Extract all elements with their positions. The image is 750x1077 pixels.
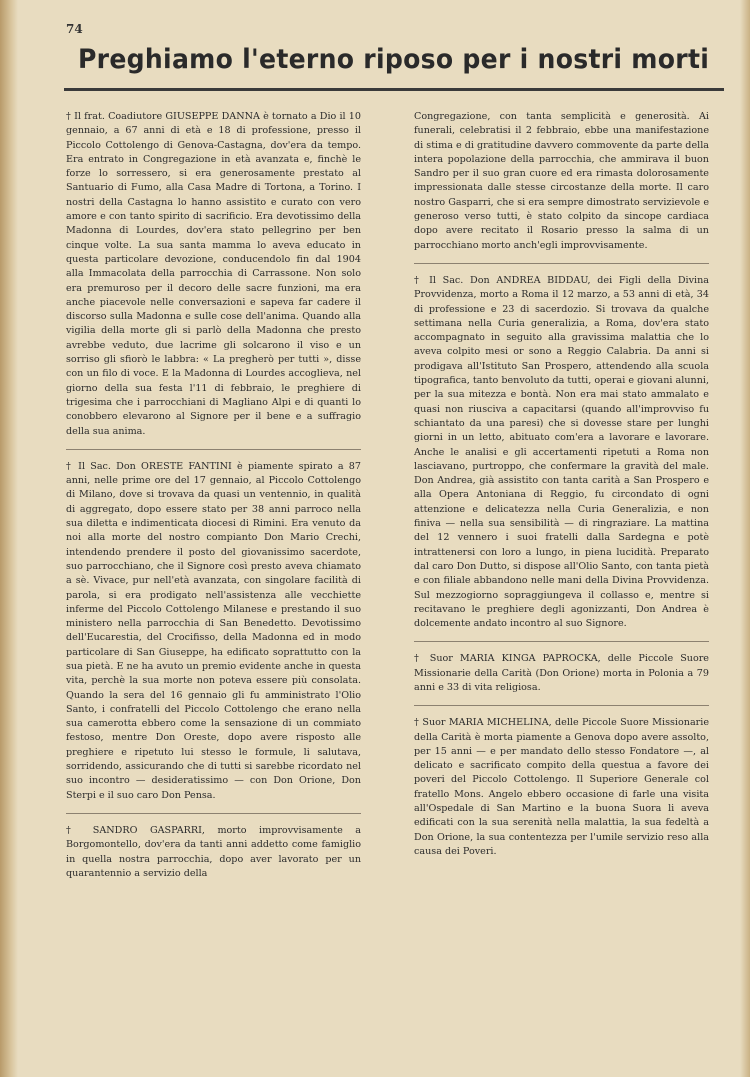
entry-divider bbox=[66, 813, 361, 814]
entry-divider bbox=[414, 641, 709, 642]
title-rule bbox=[64, 88, 724, 91]
obituary-entry: † SANDRO GASPARRI, morto improvvisamente a Borgomontello, dov'era da tanti anni addetto come famiglio in quella nostra parrocchia, dopo aver lavorato per un quarantennio a servizio della bbox=[66, 824, 361, 879]
obituary-entry: † Suor MARIA MICHELINA, delle Piccole Suore Missionarie della Carità è morta piamente a Genova dopo avere assolto, per 15 anni — e per mandato dello stesso Fondatore —, al delicato e sacrificato compito della questua a favore dei poveri del Piccolo Cottolengo. Il Superiore Generale col fratello Mons. Angelo ebbero occasione di farle una visita all'Ospedale di San Martino e la buona Suora li aveva edificati con la sua serenità nella malattia, la sua fedeltà a Don Orione, la sua contentezza per l'umile servizio reso alla causa dei Poveri. bbox=[414, 717, 709, 857]
entry-divider bbox=[66, 449, 361, 450]
entry-divider bbox=[414, 263, 709, 264]
page-edge-shadow bbox=[740, 0, 750, 1077]
page-title: Preghiamo l'eterno riposo per i nostri morti bbox=[78, 44, 710, 75]
page-number: 74 bbox=[66, 22, 83, 36]
entry-divider bbox=[414, 705, 709, 706]
right-column bbox=[414, 110, 709, 859]
obituary-entry: † Suor MARIA KINGA PAPROCKA, delle Piccole Suore Missionarie della Carità (Don Orione) morta in Polonia a 79 anni e 33 di vita religiosa. bbox=[414, 653, 709, 693]
obituary-entry-continued: Congregazione, con tanta semplicità e generosità. Ai funerali, celebratisi il 2 febbraio, ebbe una manifestazione di stima e di gratitudine davvero commovente da parte della intera popolazione della parrocchia, che ammirava il buon Sandro per il suo gran cuore ed era rimasta dolorosamente impressionata dalle stesse circostanze della morte. Il caro nostro Gasparri, che si era sempre dimostrato servizievole e generoso verso tutti, è stato colpito da sincope cardiaca dopo avere recitato il Rosario presso la salma di un parrocchiano morto anch'egli improvvisamente. bbox=[414, 111, 709, 251]
obituary-entry: † Il frat. Coadiutore GIUSEPPE DANNA è tornato a Dio il 10 gennaio, a 67 anni di età e 18 di professione, presso il Piccolo Cottolengo di Genova-Castagna, dov'era da tempo. Era entrato in Congregazione in età avanzata e, finchè le forze lo sorressero, si era generosamente prestato al Santuario di Fumo, alla Casa Madre di Tortona, a Torino. I nostri della Castagna lo hanno assistito e curato con vero amore e con tanto spirito di sacrificio. Era devotissimo della Madonna di Lourdes, dov'era stato pellegrino per ben cinque volte. La sua santa mamma lo aveva educato in questa particolare devozione, conducendolo fin dal 1904 alla Immacolata della parrocchia di Carrassone. Non solo era premuroso per il decoro delle sacre funzioni, ma era anche piacevole nelle conversazioni e sapeva far cadere il discorso sulla Madonna e sulle cose dell'anima. Quando alla vigilia della morte gli si parlò della Madonna che presto avrebbe veduto, due lacrime gli solcarono il viso e un sorriso gli sfiorò le labbra: « La pregherò per tutti », disse con un filo di voce. E la Madonna di Lourdes accoglieva, nel giorno della sua festa l'11 di febbraio, le preghiere di trigesima che i parrocchiani di Magliano Alpi e di quanti lo conobbero elevarono al Signore per il bene e a suffragio della sua anima. bbox=[66, 111, 361, 437]
obituary-entry: † Il Sac. Don ORESTE FANTINI è piamente spirato a 87 anni, nelle prime ore del 17 gennaio, al Piccolo Cottolengo di Milano, dove si trovava da quasi un ventennio, in qualità di aggregato, dopo essere stato per 38 anni parroco nella sua diletta e indimenticata diocesi di Rimini. Era venuto da noi alla morte del nostro compianto Don Mario Crechi, intendendo prendere il posto del giovanissimo sacerdote, suo parrocchiano, che il Signore così presto aveva chiamato a sè. Vivace, pur nell'età avanzata, con singolare facilità di parola, si era prodigato nell'assistenza alle vecchiette inferme del Piccolo Cottolengo Milanese e prestando il suo ministero nella parrocchia di San Benedetto. Devotissimo dell'Eucarestia, del Crocifisso, della Madonna ed in modo particolare di San Giuseppe, ha edificato soprattutto con la sua pietà. E ne ha avuto un premio evidente anche in questa vita, perchè la sua morte non poteva essere più consolata. Quando la sera del 16 gennaio gli fu amministrato l'Olio Santo, i confratelli del Piccolo Cottolengo che erano nella sua camerotta ebbero come la sensazione di un commiato festoso, mentre Don Oreste, dopo avere risposto alle preghiere e ripetuto lui stesso le formule, li salutava, sorridendo, assicurando che di tutti si sarebbe ricordato nel suo incontro — desideratissimo — con Don Orione, Don Sterpi e il suo caro Don Pensa. bbox=[66, 460, 361, 801]
page-binding-shadow bbox=[0, 0, 18, 1077]
left-column bbox=[66, 110, 361, 881]
obituary-entry: † Il Sac. Don ANDREA BIDDAU, dei Figli della Divina Provvidenza, morto a Roma il 12 marzo, a 53 anni di età, 34 di professione e 23 di sacerdozio. Si trovava da qualche settimana nella Curia generalizia, a Roma, dov'era stato accompagnato in seguito alla gravissima malattia che lo aveva colpito mesi or sono a Reggio Calabria. Da anni si prodigava all'Istituto San Prospero, attendendo alla scuola tipografica, tanto benvoluto da tutti, operai e giovani alunni, per la sua mitezza e bontà. Non era mai stato ammalato e quasi non riusciva a capacitarsi (quando all'improvviso fu schiantato da una paresi) che si dovesse stare per lunghi giorni in un letto, abituato com'era a lavorare e lavorare. Anche le analisi e gli accertamenti ripetuti a Roma non lasciavano, purtroppo, che confermare la gravità del male. Don Andrea, già assistito con tanta carità a San Prospero e alla Opera Antoniana di Reggio, fu circondato di ogni attenzione e delicatezza nella Curia Generalizia, e non finiva — nella sua sensibilità — di ringraziare. La mattina del 12 vennero i suoi fratelli dalla Sardegna e potè intrattenersi con loro a lungo, in piena lucidità. Preparato dal caro Don Dutto, si dispose all'Olio Santo, con tanta pietà e con filiale abbandono nelle mani della Divina Provvidenza. Sul mezzogiorno sopraggiungeva il collasso e, mentre si recitavano le preghiere degli agonizzanti, Don Andrea è dolcemente andato incontro al suo Signore. bbox=[414, 274, 709, 630]
